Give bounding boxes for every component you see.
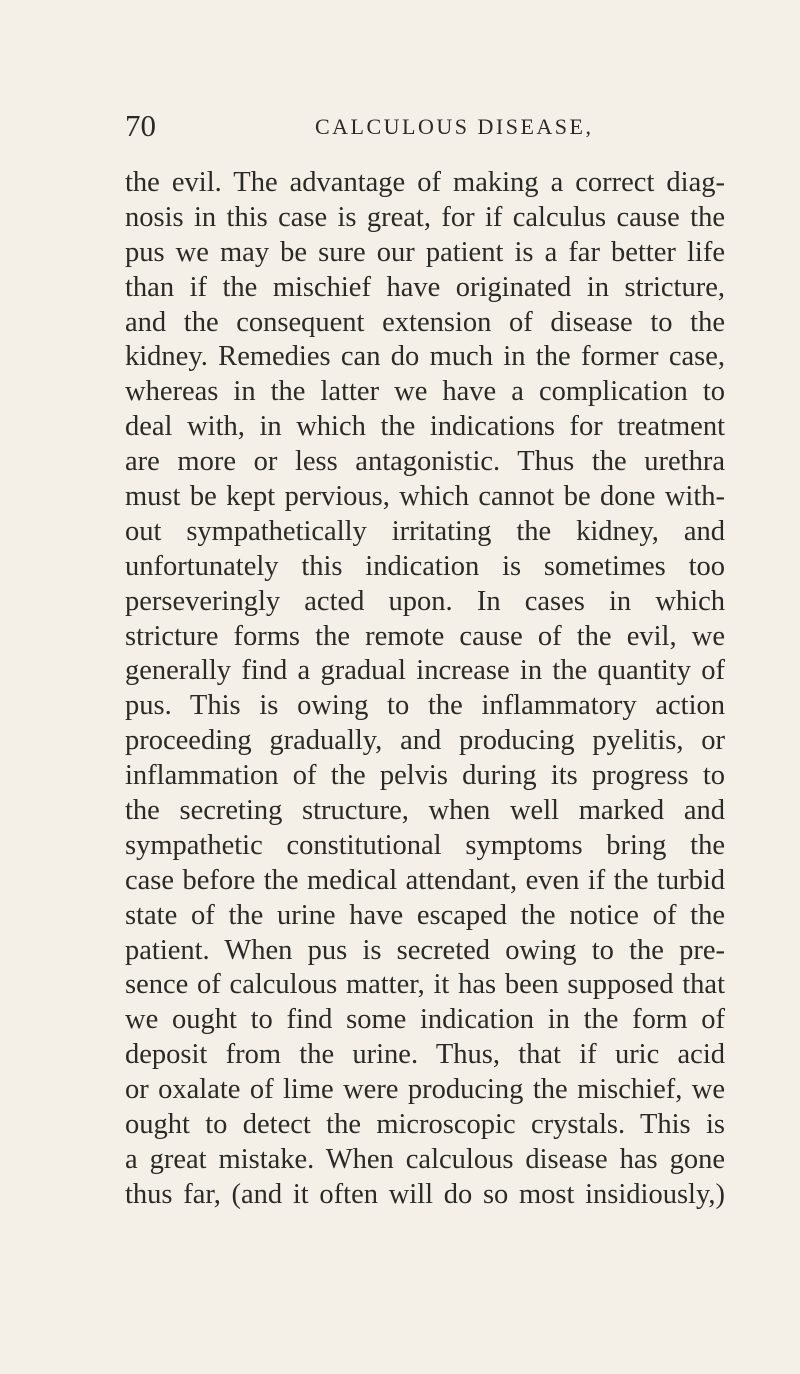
- text-line: generally find a gradual increase in the quantity of: [125, 655, 725, 687]
- text-line: sympathetic constitutional symptoms bring the: [125, 829, 725, 861]
- text-line: than if the mischief have originated in stricture,: [125, 271, 725, 303]
- text-line: proceeding gradually, and producing pyelitis, or: [125, 725, 725, 757]
- text-line: are more or less antagonistic. Thus the urethra: [125, 446, 725, 478]
- text-line: whereas in the latter we have a complication to: [125, 376, 725, 408]
- text-line: deposit from the urine. Thus, that if uric acid: [125, 1039, 725, 1071]
- text-line: a great mistake. When calculous disease has gone: [125, 1143, 725, 1175]
- body-text: [125, 166, 725, 1213]
- text-line: case before the medical attendant, even if the turbid: [125, 864, 725, 896]
- text-line: we ought to find some indication in the form of: [125, 1004, 725, 1036]
- text-line: or oxalate of lime were producing the mischief, we: [125, 1074, 725, 1106]
- text-line: pus we may be sure our patient is a far better life: [125, 236, 725, 268]
- text-line: thus far, (and it often will do so most insidiously,): [125, 1178, 725, 1210]
- text-line: kidney. Remedies can do much in the former case,: [125, 341, 725, 373]
- text-line: out sympathetically irritating the kidney, and: [125, 515, 725, 547]
- text-line: ought to detect the microscopic crystals. This is: [125, 1109, 725, 1141]
- text-line: and the consequent extension of disease to the: [125, 306, 725, 338]
- page-number: 70: [125, 108, 156, 143]
- running-head: [125, 108, 725, 144]
- text-line: patient. When pus is secreted owing to the pre-: [125, 934, 725, 966]
- running-title: CALCULOUS DISEASE,: [315, 114, 594, 139]
- text-line: the evil. The advantage of making a correct diag-: [125, 167, 725, 198]
- text-line: must be kept pervious, which cannot be done with-: [125, 481, 725, 513]
- text-line: perseveringly acted upon. In cases in which: [125, 585, 725, 617]
- text-line: stricture forms the remote cause of the evil, we: [125, 620, 725, 652]
- text-line: nosis in this case is great, for if calculus cause the: [125, 201, 725, 233]
- text-line: the secreting structure, when well marked and: [125, 795, 725, 827]
- text-line: unfortunately this indication is sometimes too: [125, 550, 725, 582]
- text-line: inflammation of the pelvis during its progress to: [125, 760, 725, 792]
- text-line: state of the urine have escaped the notice of the: [125, 899, 725, 931]
- text-line: pus. This is owing to the inflammatory action: [125, 690, 725, 722]
- text-line: deal with, in which the indications for treatment: [125, 411, 725, 443]
- text-line: sence of calculous matter, it has been supposed that: [125, 969, 725, 1001]
